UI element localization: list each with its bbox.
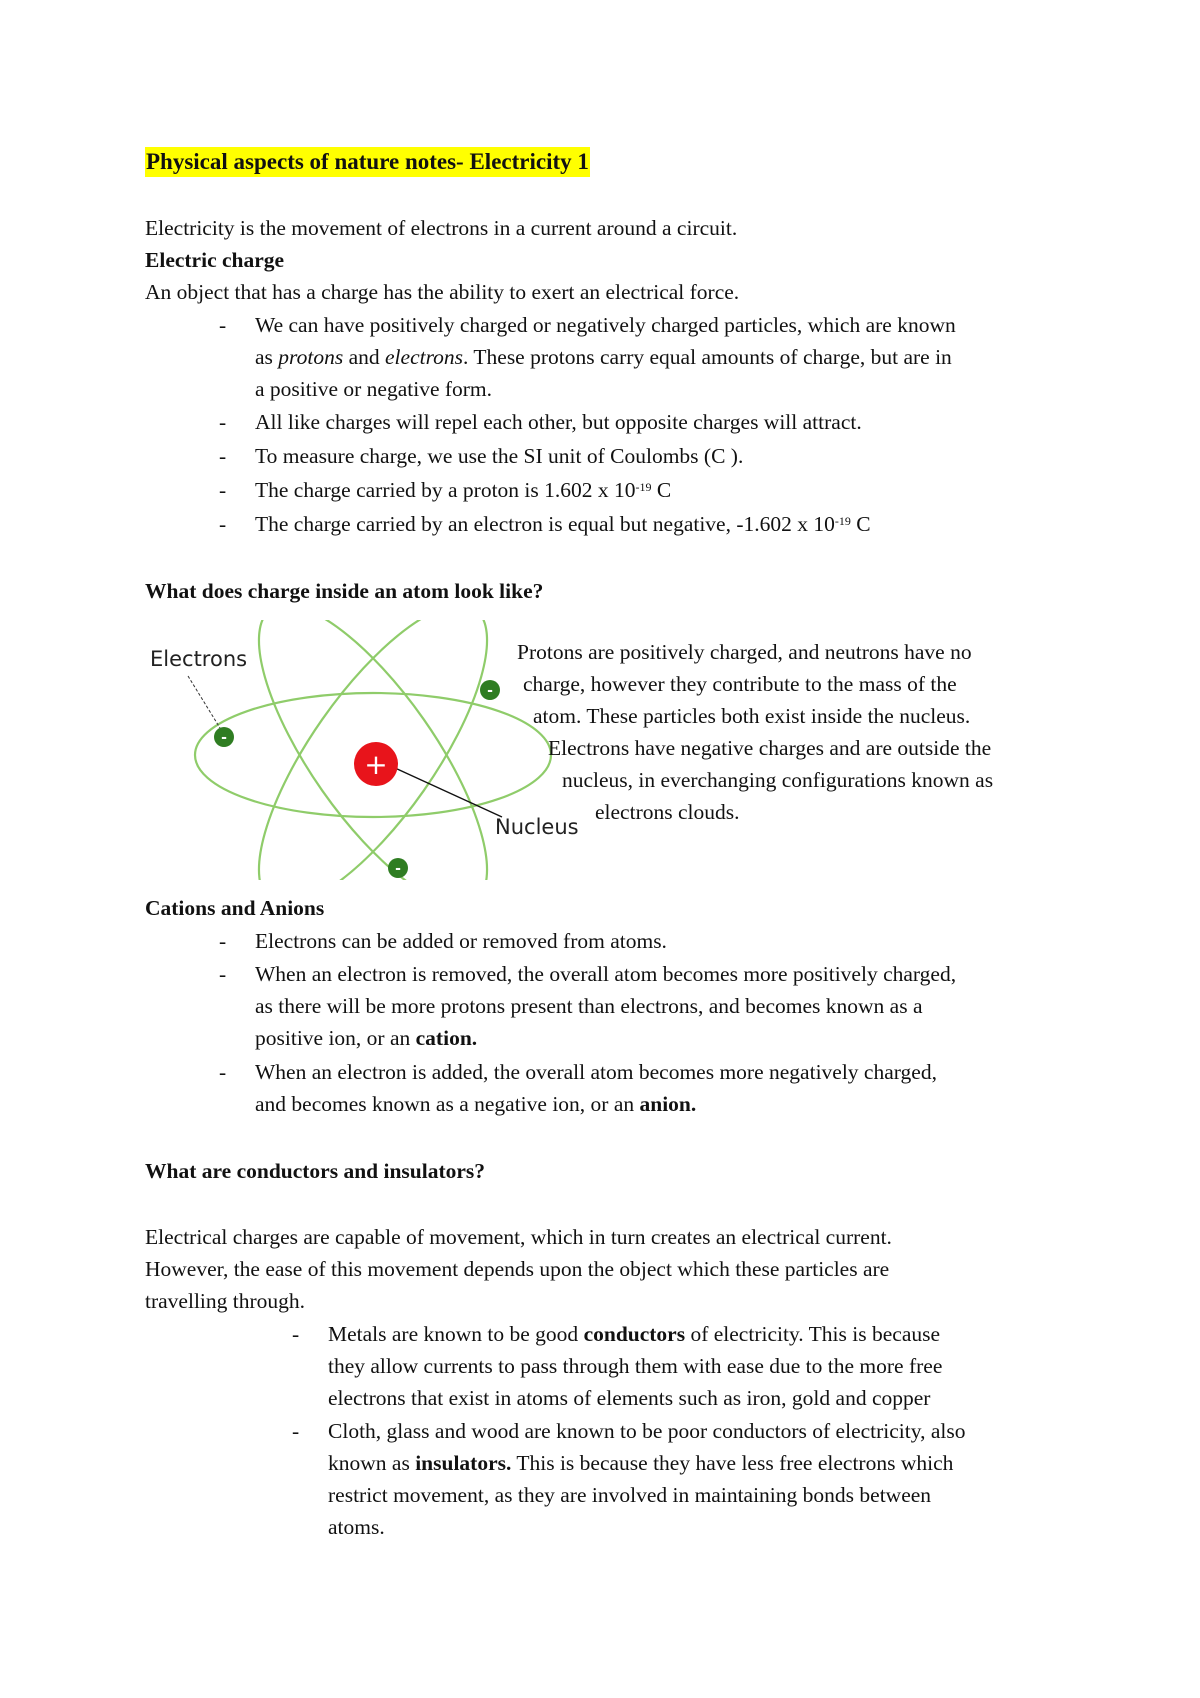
nucleus <box>354 742 398 786</box>
ions-bullet-2-line-3: positive ion, or an cation. <box>255 1026 478 1050</box>
ions-bullet-3-line-2: and becomes known as a negative ion, or an anion. <box>255 1092 697 1116</box>
conductors-bullet-1-line-2: they allow currents to pass through them with ease due to the more free <box>328 1354 943 1378</box>
document-title: Physical aspects of nature notes- Electricity 1 <box>145 147 590 177</box>
cation-term: cation. <box>415 1026 478 1050</box>
electrons-pointer <box>188 676 220 728</box>
bullet-marker: - <box>219 410 227 434</box>
electron-bottom <box>388 858 408 878</box>
charge-bullet-4: The charge carried by a proton is 1.602 x $10^{-19}$ C <box>255 478 672 502</box>
ions-bullet-2-line-1: When an electron is removed, the overall atom becomes more positively charged, <box>255 962 957 986</box>
atom-text-line-2: charge, however they contribute to the mass of the <box>523 672 957 696</box>
bullet-marker: - <box>219 313 227 337</box>
electric-charge-heading: Electric charge <box>145 248 285 272</box>
atom-text-line-4: Electrons have negative charges and are outside the <box>548 736 992 760</box>
charge-bullet-1-line-1: We can have positively charged or negatively charged particles, which are known <box>255 313 956 337</box>
conductors-text-line-2: However, the ease of this movement depends upon the object which these particles are <box>145 1257 890 1281</box>
charge-bullet-1-line-2: as protons and electrons. These protons carry equal amounts of charge, but are in <box>255 345 952 369</box>
electric-charge-lead: An object that has a charge has the ability to exert an electrical force. <box>145 280 740 304</box>
protons-term: protons <box>278 345 344 369</box>
svg-text:-: - <box>487 683 493 699</box>
conductors-heading: What are conductors and insulators? <box>145 1159 486 1183</box>
electrons-term: electrons <box>385 345 464 369</box>
atom-text-line-3: atom. These particles both exist inside the nucleus. <box>533 704 971 728</box>
electron-left <box>214 727 234 747</box>
svg-text:-: - <box>395 861 401 877</box>
atom-heading: What does charge inside an atom look like? <box>145 579 544 603</box>
ions-bullet-1: Electrons can be added or removed from atoms. <box>255 929 667 953</box>
bullet-marker: - <box>219 444 227 468</box>
conductors-bullet-2-line-2: known as insulators. This is because they have less free electrons which <box>328 1451 954 1475</box>
atom-diagram <box>140 620 580 880</box>
ions-heading: Cations and Anions <box>145 896 325 920</box>
conductors-text-line-3: travelling through. <box>145 1289 306 1313</box>
intro-text: Electricity is the movement of electrons in a current around a circuit. <box>145 216 738 240</box>
svg-text:+: + <box>364 748 388 781</box>
bullet-marker: - <box>219 1060 227 1084</box>
conductors-bullet-2-line-1: Cloth, glass and wood are known to be poor conductors of electricity, also <box>328 1419 966 1443</box>
charge-bullet-5: The charge carried by an electron is equal but negative, -1.602 x $10^{-19}$ C <box>255 512 871 536</box>
anion-term: anion. <box>639 1092 697 1116</box>
conductors-text-line-1: Electrical charges are capable of movement, which in turn creates an electrical current. <box>145 1225 892 1249</box>
bullet-marker: - <box>219 929 227 953</box>
bullet-marker: - <box>219 478 227 502</box>
charge-bullet-1-line-3: a positive or negative form. <box>255 377 493 401</box>
nucleus-label: Nucleus <box>495 815 579 839</box>
ions-bullet-2-line-2: as there will be more protons present than electrons, and becomes known as a <box>255 994 923 1018</box>
charge-bullet-3: To measure charge, we use the SI unit of Coulombs (C ). <box>255 444 744 468</box>
svg-text:-: - <box>221 730 227 746</box>
conductors-bullet-2-line-3: restrict movement, as they are involved in maintaining bonds between <box>328 1483 932 1507</box>
bullet-marker: - <box>219 512 227 536</box>
insulators-term: insulators. <box>415 1451 512 1475</box>
bullet-marker: - <box>292 1322 300 1346</box>
electrons-label: Electrons <box>150 647 248 671</box>
ions-bullet-3-line-1: When an electron is added, the overall atom becomes more negatively charged, <box>255 1060 937 1084</box>
charge-bullet-2: All like charges will repel each other, but opposite charges will attract. <box>255 410 862 434</box>
atom-text-line-5: nucleus, in everchanging configurations known as <box>562 768 994 792</box>
atom-text-line-6: electrons clouds. <box>595 800 740 824</box>
bullet-marker: - <box>292 1419 300 1443</box>
electron-upper-right <box>480 680 500 700</box>
conductors-bullet-1-line-3: electrons that exist in atoms of elements such as iron, gold and copper <box>328 1386 931 1410</box>
atom-text-line-1: Protons are positively charged, and neutrons have no <box>517 640 972 664</box>
conductors-term: conductors <box>583 1322 686 1346</box>
bullet-marker: - <box>219 962 227 986</box>
conductors-bullet-1-line-1: Metals are known to be good conductors of electricity. This is because <box>328 1322 941 1346</box>
conductors-bullet-2-line-4: atoms. <box>328 1515 385 1539</box>
